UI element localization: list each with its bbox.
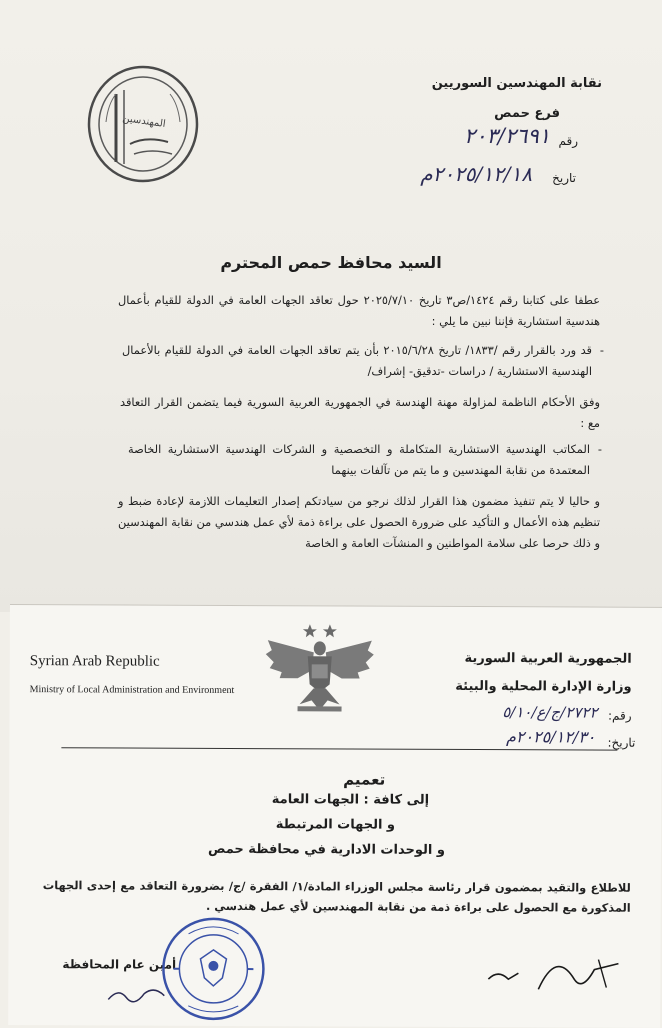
branch-name: فرع حمص <box>494 106 560 121</box>
item-decision-1833: قد ورد بالقرار رقم /١٨٣٣/ تاريخ ٢٠١٥/٦/٢٨ بأن يتم تعاقد الجهات العامة في الدولة للقيام بالأعمال الهندسية الاستشارية / دراسات -تدقيق- إشراف/ - <box>122 340 592 382</box>
org-name: نقابة المهندسين السوريين <box>432 76 602 91</box>
signatory-title: أمين عام المحافظة <box>62 957 176 971</box>
eagle-emblem-icon <box>264 618 376 714</box>
circular-date-value: ٢٠٢٥/١٢/٣٠م <box>506 727 596 746</box>
recipients-line-2: و الجهات المرتبطة <box>276 817 395 833</box>
circular-sheet <box>8 604 662 1028</box>
salutation: السيد محافظ حمص المحترم <box>0 253 662 272</box>
governorate-stamp-icon <box>158 914 268 1024</box>
signature-scribble-right <box>478 939 628 1000</box>
ref-date-value: ٢٠٢٥/١٢/١٨م <box>420 162 532 186</box>
circular-heading: تعميم <box>343 770 385 788</box>
intro-paragraph: عطفا على كتابنا رقم ١٤٢٤/ص٣ تاريخ ٢٠٢٥/٧/١٠ حول تعاقد الجهات العامة في الدولة للقيام بأعمال هندسية استشارية فإننا نبين ما يلي : <box>118 290 600 332</box>
closing-paragraph: و حاليا لا يتم تنفيذ مضمون هذا القرار لذلك نرجو من سيادتكم إصدار التعليمات اللازمة لإعادة ضبط و تنظيم هذه الأعمال و التأكيد على ضرورة الحصول على براءة ذمة لأي عمل هندسي من نقابة المهندسين و ذلك حرصا على سلامة المواطنين و المنشآت العامة و الخاصة <box>118 491 600 554</box>
ref-date-label: تاريخ <box>552 171 576 185</box>
header-divider <box>61 747 617 750</box>
english-ministry: Ministry of Local Administration and Environment <box>30 684 235 696</box>
arabic-ministry: وزارة الإدارة المحلية والبيئة <box>455 679 631 695</box>
circular-date-label: تاريخ: <box>607 736 635 750</box>
ref-number-label: رقم <box>558 134 578 148</box>
circular-body: للاطلاع والتقيد بمضمون قرار رئاسة مجلس الوزراء المادة/١/ الفقرة /ج/ بضرورة التعاقد مع إحدى الجهات المذكورة مع الحصول على براءة ذمة من نقابة المهندسين لأي عمل هندسي . <box>43 875 631 918</box>
item-regulations: وفق الأحكام الناظمة لمزاولة مهنة الهندسة في الجمهورية العربية السورية فيما يتضمن القرار التعاقد مع : <box>120 392 600 434</box>
circular-number-value: ٢٧٢٢/ج/ع/٥/١٠ <box>502 703 597 721</box>
stamp-text: المهندسين <box>104 110 185 132</box>
recipients-line-1: إلى كافة : الجهات العامة <box>272 792 429 808</box>
circular-number-label: رقم: <box>608 709 632 723</box>
ref-number-value: ٢٠٣/٢٦٩١ <box>464 124 550 148</box>
english-country: Syrian Arab Republic <box>30 653 160 671</box>
item-consulting-offices: المكاتب الهندسية الاستشارية المتكاملة و التخصصية و الشركات الهندسية الاستشارية الخاصة المعتمدة من نقابة المهندسين و ما يتم من تآلفات بينهما - <box>128 439 590 481</box>
arabic-country: الجمهورية العربية السورية <box>464 651 631 667</box>
recipients-line-3: و الوحدات الادارية في محافظة حمص <box>208 842 445 858</box>
